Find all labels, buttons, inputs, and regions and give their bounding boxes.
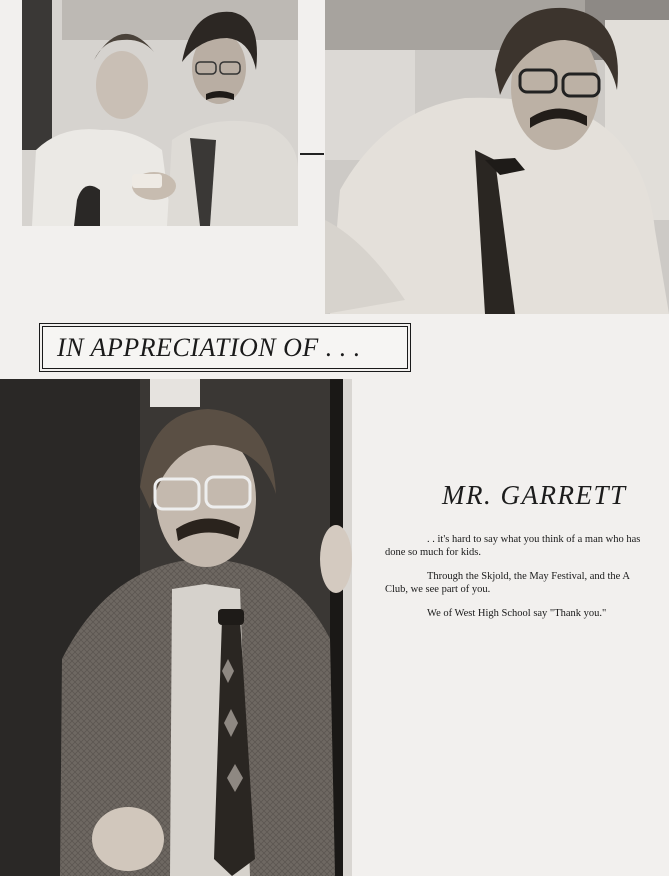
tribute-paragraph <box>385 533 669 559</box>
appreciation-banner <box>42 326 408 369</box>
banner-text: IN APPRECIATION OF . . . <box>57 332 361 362</box>
photo-top-left <box>22 0 298 226</box>
tribute-name: MR. GARRETT <box>442 480 627 510</box>
tribute-paragraph <box>385 570 669 596</box>
tribute-text <box>385 480 669 631</box>
photo-man-jacket-icon <box>0 379 352 876</box>
photo-man-glasses-icon <box>325 0 669 314</box>
connector-line <box>300 153 324 155</box>
photo-bottom <box>0 379 352 876</box>
photo-top-right <box>325 0 669 314</box>
paragraph-line: . . it's hard to say what you think of a man who has <box>427 534 641 545</box>
paragraph-line: Through the Skjold, the May Festival, and the A <box>427 571 630 582</box>
paragraph-line: done so much for kids. <box>385 547 481 558</box>
paragraph-line: We of West High School say "Thank you." <box>427 608 607 619</box>
tribute-paragraph <box>385 607 669 620</box>
paragraph-line: Club, we see part of you. <box>385 584 491 595</box>
photo-two-men-icon <box>22 0 298 226</box>
